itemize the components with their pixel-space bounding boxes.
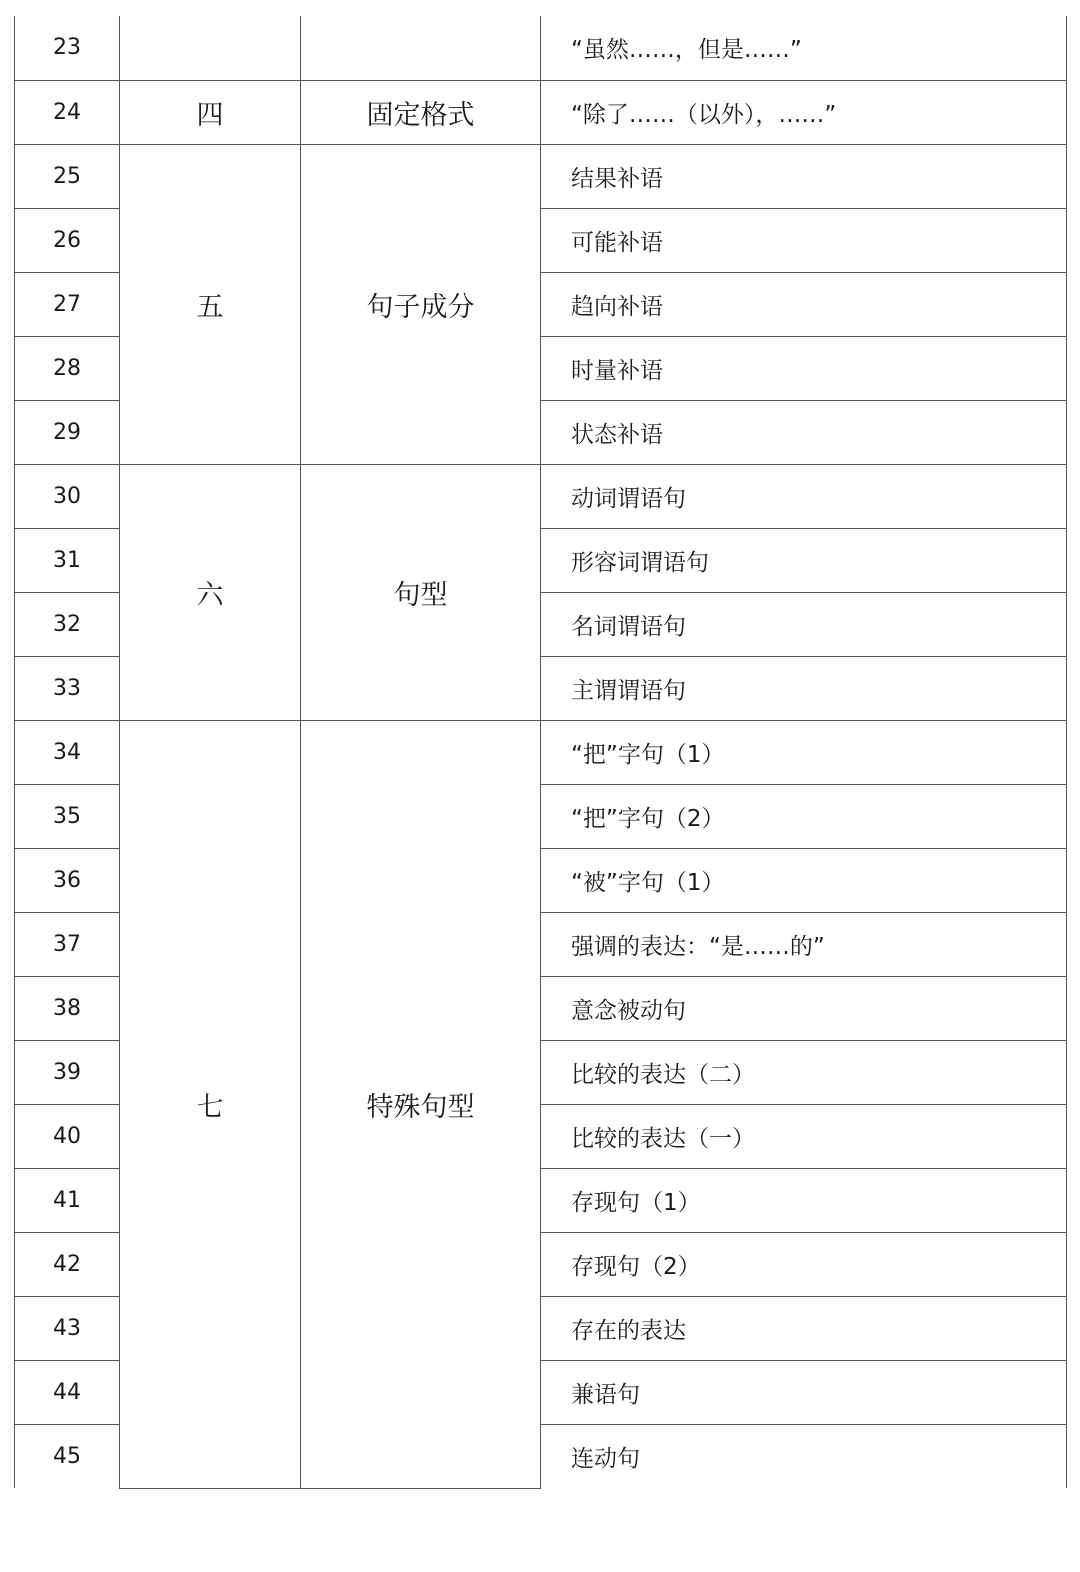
row-number: 34 [15, 720, 120, 784]
row-number: 38 [15, 976, 120, 1040]
grammar-item: 结果补语 [541, 144, 1067, 208]
grammar-item: 形容词谓语句 [541, 528, 1067, 592]
row-number: 37 [15, 912, 120, 976]
grammar-item: 主谓谓语句 [541, 656, 1067, 720]
row-number: 28 [15, 336, 120, 400]
grammar-item: 比较的表达（一） [541, 1104, 1067, 1168]
row-number: 36 [15, 848, 120, 912]
grammar-item: “把”字句（1） [541, 720, 1067, 784]
category-cell: 句子成分 [301, 144, 541, 464]
row-number: 23 [15, 16, 120, 80]
grammar-item: 强调的表达：“是……的” [541, 912, 1067, 976]
grammar-item: 存在的表达 [541, 1296, 1067, 1360]
row-number: 40 [15, 1104, 120, 1168]
table-row [15, 144, 1067, 208]
row-number: 42 [15, 1232, 120, 1296]
row-number: 44 [15, 1360, 120, 1424]
grammar-item: 意念被动句 [541, 976, 1067, 1040]
grammar-item: 存现句（1） [541, 1168, 1067, 1232]
grammar-outline-table [14, 16, 1067, 1489]
grammar-item: 动词谓语句 [541, 464, 1067, 528]
row-number: 30 [15, 464, 120, 528]
row-number: 39 [15, 1040, 120, 1104]
row-number: 29 [15, 400, 120, 464]
unit-cell: 五 [120, 144, 301, 464]
grammar-item: 时量补语 [541, 336, 1067, 400]
row-number: 27 [15, 272, 120, 336]
grammar-item: 可能补语 [541, 208, 1067, 272]
unit-cell: 四 [120, 80, 301, 144]
grammar-item: 兼语句 [541, 1360, 1067, 1424]
table-row [15, 720, 1067, 784]
grammar-item: “把”字句（2） [541, 784, 1067, 848]
grammar-item: 趋向补语 [541, 272, 1067, 336]
grammar-item: 存现句（2） [541, 1232, 1067, 1296]
grammar-item: 连动句 [541, 1424, 1067, 1488]
category-cell: 固定格式 [301, 80, 541, 144]
row-number: 24 [15, 80, 120, 144]
category-cell [301, 16, 541, 80]
table-row [15, 16, 1067, 80]
table-row [15, 80, 1067, 144]
row-number: 32 [15, 592, 120, 656]
unit-cell: 七 [120, 720, 301, 1488]
grammar-item: 状态补语 [541, 400, 1067, 464]
grammar-item: 比较的表达（二） [541, 1040, 1067, 1104]
row-number: 35 [15, 784, 120, 848]
grammar-item: “被”字句（1） [541, 848, 1067, 912]
row-number: 26 [15, 208, 120, 272]
category-cell: 特殊句型 [301, 720, 541, 1488]
grammar-item: “除了……（以外），……” [541, 80, 1067, 144]
row-number: 43 [15, 1296, 120, 1360]
row-number: 41 [15, 1168, 120, 1232]
grammar-item: “虽然……，但是……” [541, 16, 1067, 80]
row-number: 45 [15, 1424, 120, 1488]
category-cell: 句型 [301, 464, 541, 720]
grammar-item: 名词谓语句 [541, 592, 1067, 656]
unit-cell: 六 [120, 464, 301, 720]
row-number: 31 [15, 528, 120, 592]
row-number: 33 [15, 656, 120, 720]
table-row [15, 464, 1067, 528]
unit-cell [120, 16, 301, 80]
row-number: 25 [15, 144, 120, 208]
